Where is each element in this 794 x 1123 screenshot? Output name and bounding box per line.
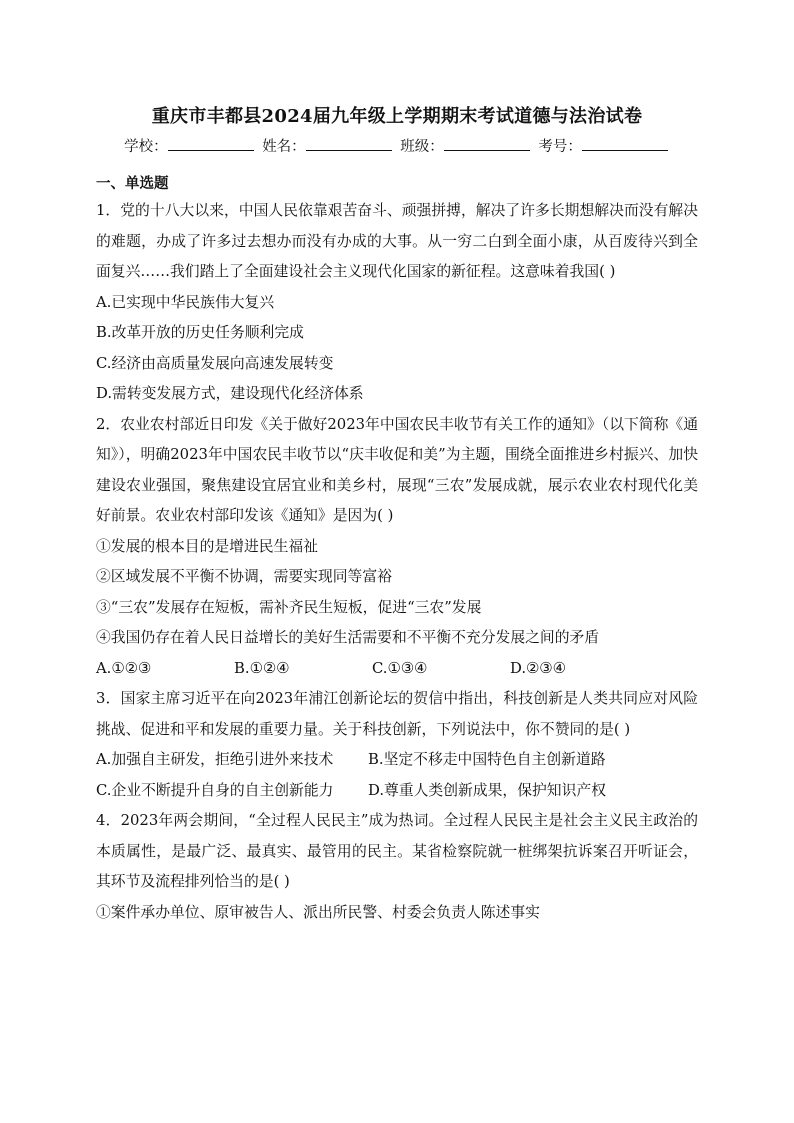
statement-3: ③“三农”发展存在短板，需补齐民生短板，促进“三农”发展 (96, 598, 482, 616)
statement-2: ②区域发展不平衡不协调，需要实现同等富裕 (96, 568, 392, 585)
class-field (400, 134, 532, 160)
options-row (96, 745, 698, 776)
name-label: 姓名： (262, 139, 306, 155)
option-c[interactable]: C.企业不断提升自身的自主创新能力 (96, 781, 334, 799)
exam-number-field (538, 134, 670, 160)
school-blank[interactable] (168, 136, 254, 151)
section-title: 一、单选题 (96, 175, 169, 192)
question-4 (96, 806, 698, 928)
options-row (96, 776, 698, 807)
class-label: 班级： (400, 139, 444, 155)
question-stem: 4．2023年两会期间，“全过程人民民主”成为热词。全过程人民民主是社会主义民主政治的本质属性，是最广泛、最真实、最管用的民主。某省检察院就一桩绑架抗诉案召开听证会，其环节及流程排列恰当的是( ) (96, 812, 698, 890)
question-stem: 1．党的十八大以来，中国人民依靠艰苦奋斗、顽强拼搏，解决了许多长期想解决而没有解决的难题，办成了许多过去想办而没有办成的大事。从一穷二白到全面小康，从百废待兴到全面复兴……我们踏上了全面建设社会主义现代化国家的新征程。这意味着我国( ) (96, 202, 698, 280)
question-3 (96, 684, 698, 806)
question-stem: 3．国家主席习近平在向2023年浦江创新论坛的贺信中指出，科技创新是人类共同应对风险挑战、促进和平和发展的重要力量。关于科技创新，下列说法中，你不赞同的是( ) (96, 690, 698, 738)
school-label: 学校： (124, 139, 168, 155)
exam-number-label: 考号： (538, 139, 582, 155)
exam-title: 重庆市丰都县2024届九年级上学期期末考试道德与法治试卷 (151, 106, 643, 127)
option-d[interactable]: D.尊重人类创新成果，保护知识产权 (368, 781, 606, 799)
options-row (96, 654, 698, 685)
statement-4: ④我国仍存在着人民日益增长的美好生活需要和不平衡不充分发展之间的矛盾 (96, 629, 600, 646)
statement-1: ①发展的根本目的是增进民生福祉 (96, 537, 318, 555)
option-c[interactable]: C.经济由高质量发展向高速发展转变 (96, 354, 334, 372)
option-a[interactable]: A.①②③ (96, 659, 152, 677)
option-b[interactable]: B.改革开放的历史任务顺利完成 (96, 324, 304, 341)
option-d[interactable]: D.②③④ (510, 659, 566, 677)
option-b[interactable]: B.①②④ (234, 659, 290, 677)
question-1 (96, 196, 698, 410)
exam-number-blank[interactable] (582, 136, 668, 151)
school-field (124, 134, 256, 160)
option-c[interactable]: C.①③④ (372, 659, 428, 677)
option-a[interactable]: A.已实现中华民族伟大复兴 (96, 293, 275, 311)
option-d[interactable]: D.需转变发展方式，建设现代化经济体系 (96, 385, 364, 402)
question-stem: 2．农业农村部近日印发《关于做好2023年中国农民丰收节有关工作的通知》（以下简称《通知》），明确2023年中国农民丰收节以“庆丰收促和美”为主题，围绕全面推进乡村振兴、加快建设农业强国，聚焦建设宜居宜业和美乡村，展现“三农”发展成就，展示农业农村现代化美好前景。农业农村部印发该《通知》是因为( ) (96, 415, 698, 524)
name-blank[interactable] (306, 136, 392, 151)
name-field (262, 134, 394, 160)
student-info-line (96, 134, 698, 160)
option-b[interactable]: B.坚定不移走中国特色自主创新道路 (368, 751, 606, 768)
question-2 (96, 410, 698, 685)
option-a[interactable]: A.加强自主研发，拒绝引进外来技术 (96, 751, 334, 768)
statement-1: ①案件承办单位、原审被告人、派出所民警、村委会负责人陈述事实 (96, 903, 540, 921)
class-blank[interactable] (444, 136, 530, 151)
